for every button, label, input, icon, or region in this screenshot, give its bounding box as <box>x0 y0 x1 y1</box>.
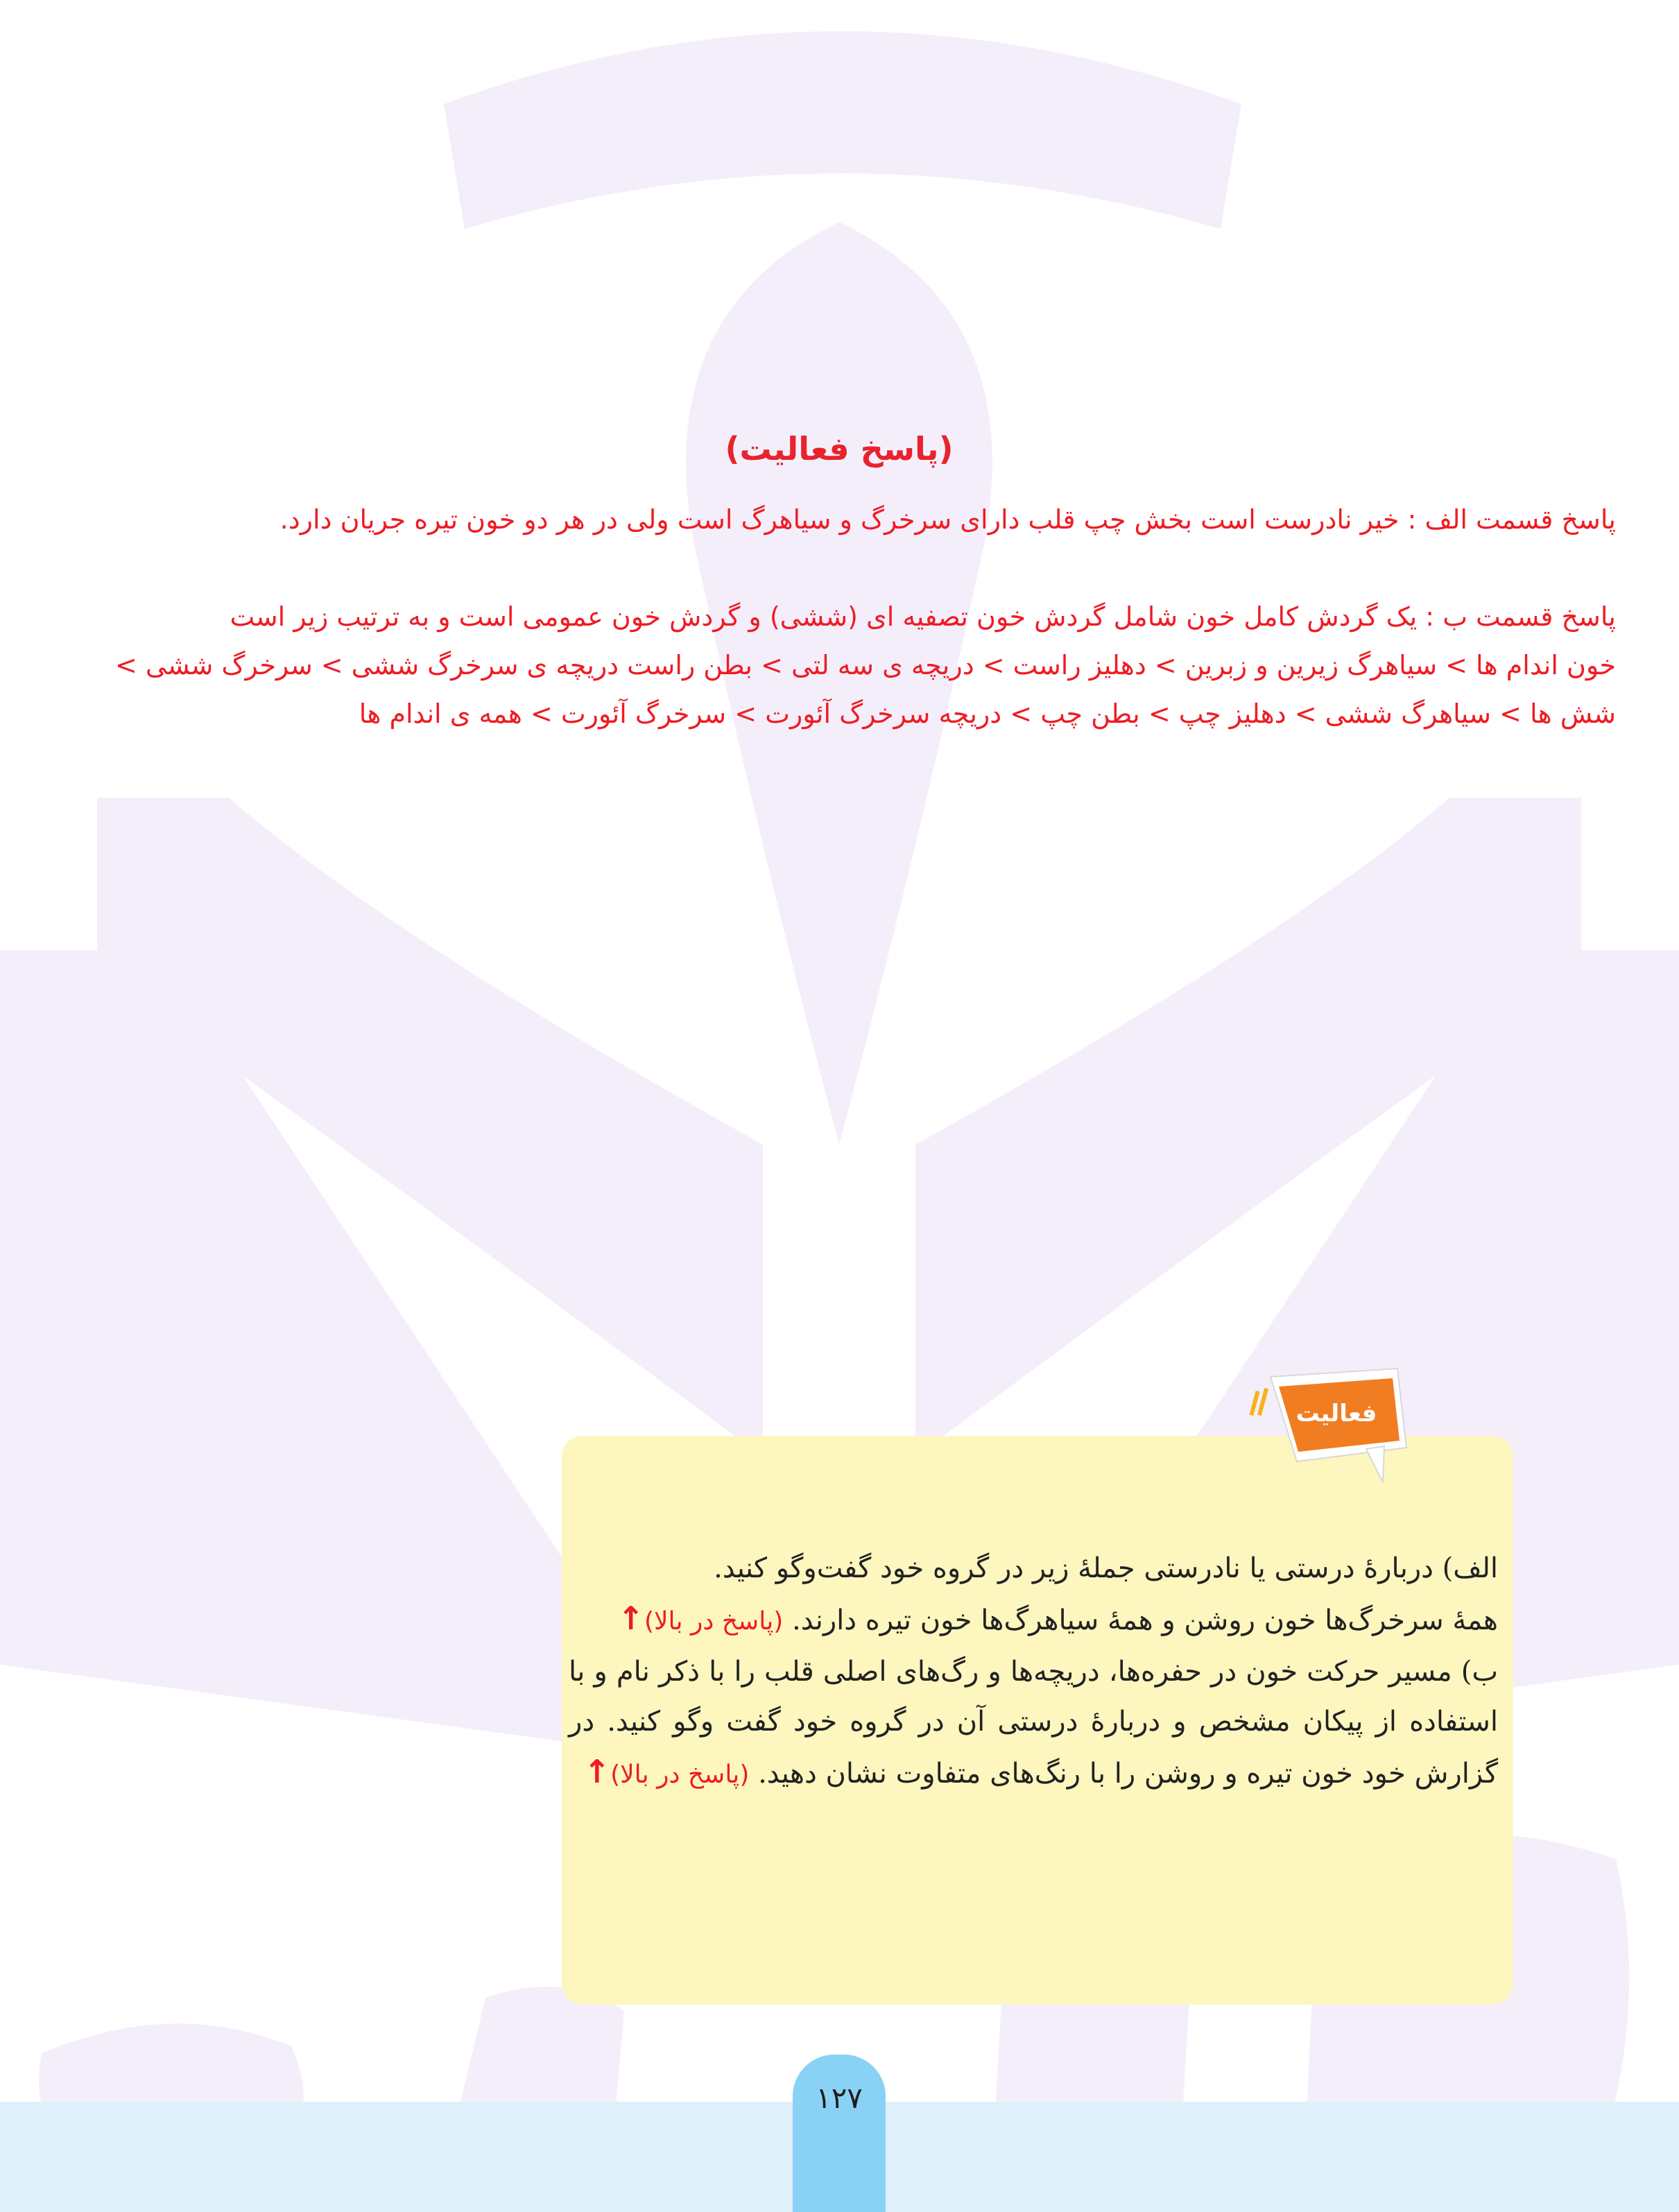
arrow-up-icon: ↑ <box>583 1753 611 1790</box>
activity-line-1 <box>569 1543 1498 1593</box>
page-number-tab <box>793 2055 886 2212</box>
page-number: ۱۲۷ <box>816 2081 863 2115</box>
answer-part-b-line-2: خون اندام ها > سیاهرگ زیرین و زبرین > دهلیز راست > دریچه ی سه لتی > بطن راست دریچه ی سرخرگ ششی > سرخرگ ششی > <box>114 650 1616 680</box>
activity-badge-label: فعالیت <box>1295 1400 1377 1427</box>
activity-statement: همۀ سرخرگ‌ها خون روشن و همۀ سیاهرگ‌ها خون تیره دارند. <box>791 1604 1498 1636</box>
spacer <box>62 544 1616 592</box>
answer-part-b-line-1: پاسخ قسمت ب : یک گردش کامل خون شامل گردش خون تصفیه ای (ششی) و گردش خون عمومی است و به ترتیب زیر است <box>230 601 1616 632</box>
answer-part-a: پاسخ قسمت الف : خیر نادرست است بخش چپ قلب دارای سرخرگ و سیاهرگ است ولی در هر دو خون تیره جریان دارد. <box>279 504 1616 535</box>
activity-question-b: ب) مسیر حرکت خون در حفره‌ها، دریچه‌ها و رگ‌های اصلی قلب را با ذکر نام و با استفاده از پیکان مشخص و دربارۀ درستی آن در گروه خود گفت وگو کنید. در گزارش خود خون تیره و روشن را با رنگ‌های متفاوت نشان دهید. <box>569 1656 1498 1790</box>
answer-title: (پاسخ فعالیت) <box>725 430 954 468</box>
activity-question-a: الف) دربارۀ درستی یا نادرستی جملۀ زیر در گروه خود گفت‌وگو کنید. <box>714 1552 1498 1584</box>
answer-reference: (پاسخ در بالا) <box>644 1607 784 1636</box>
activity-line-2 <box>569 1593 1498 1647</box>
activity-text <box>569 1543 1498 1800</box>
activity-line-3 <box>569 1647 1498 1800</box>
answer-section <box>62 430 1616 738</box>
answer-reference: (پاسخ در بالا) <box>610 1760 750 1789</box>
answer-part-b-line-3: شش ها > سیاهرگ ششی > دهلیز چپ > بطن چپ > دریچه سرخرگ آئورت > سرخرگ آئورت > همه ی اندام ها <box>359 698 1616 729</box>
arrow-up-icon: ↑ <box>617 1600 644 1637</box>
